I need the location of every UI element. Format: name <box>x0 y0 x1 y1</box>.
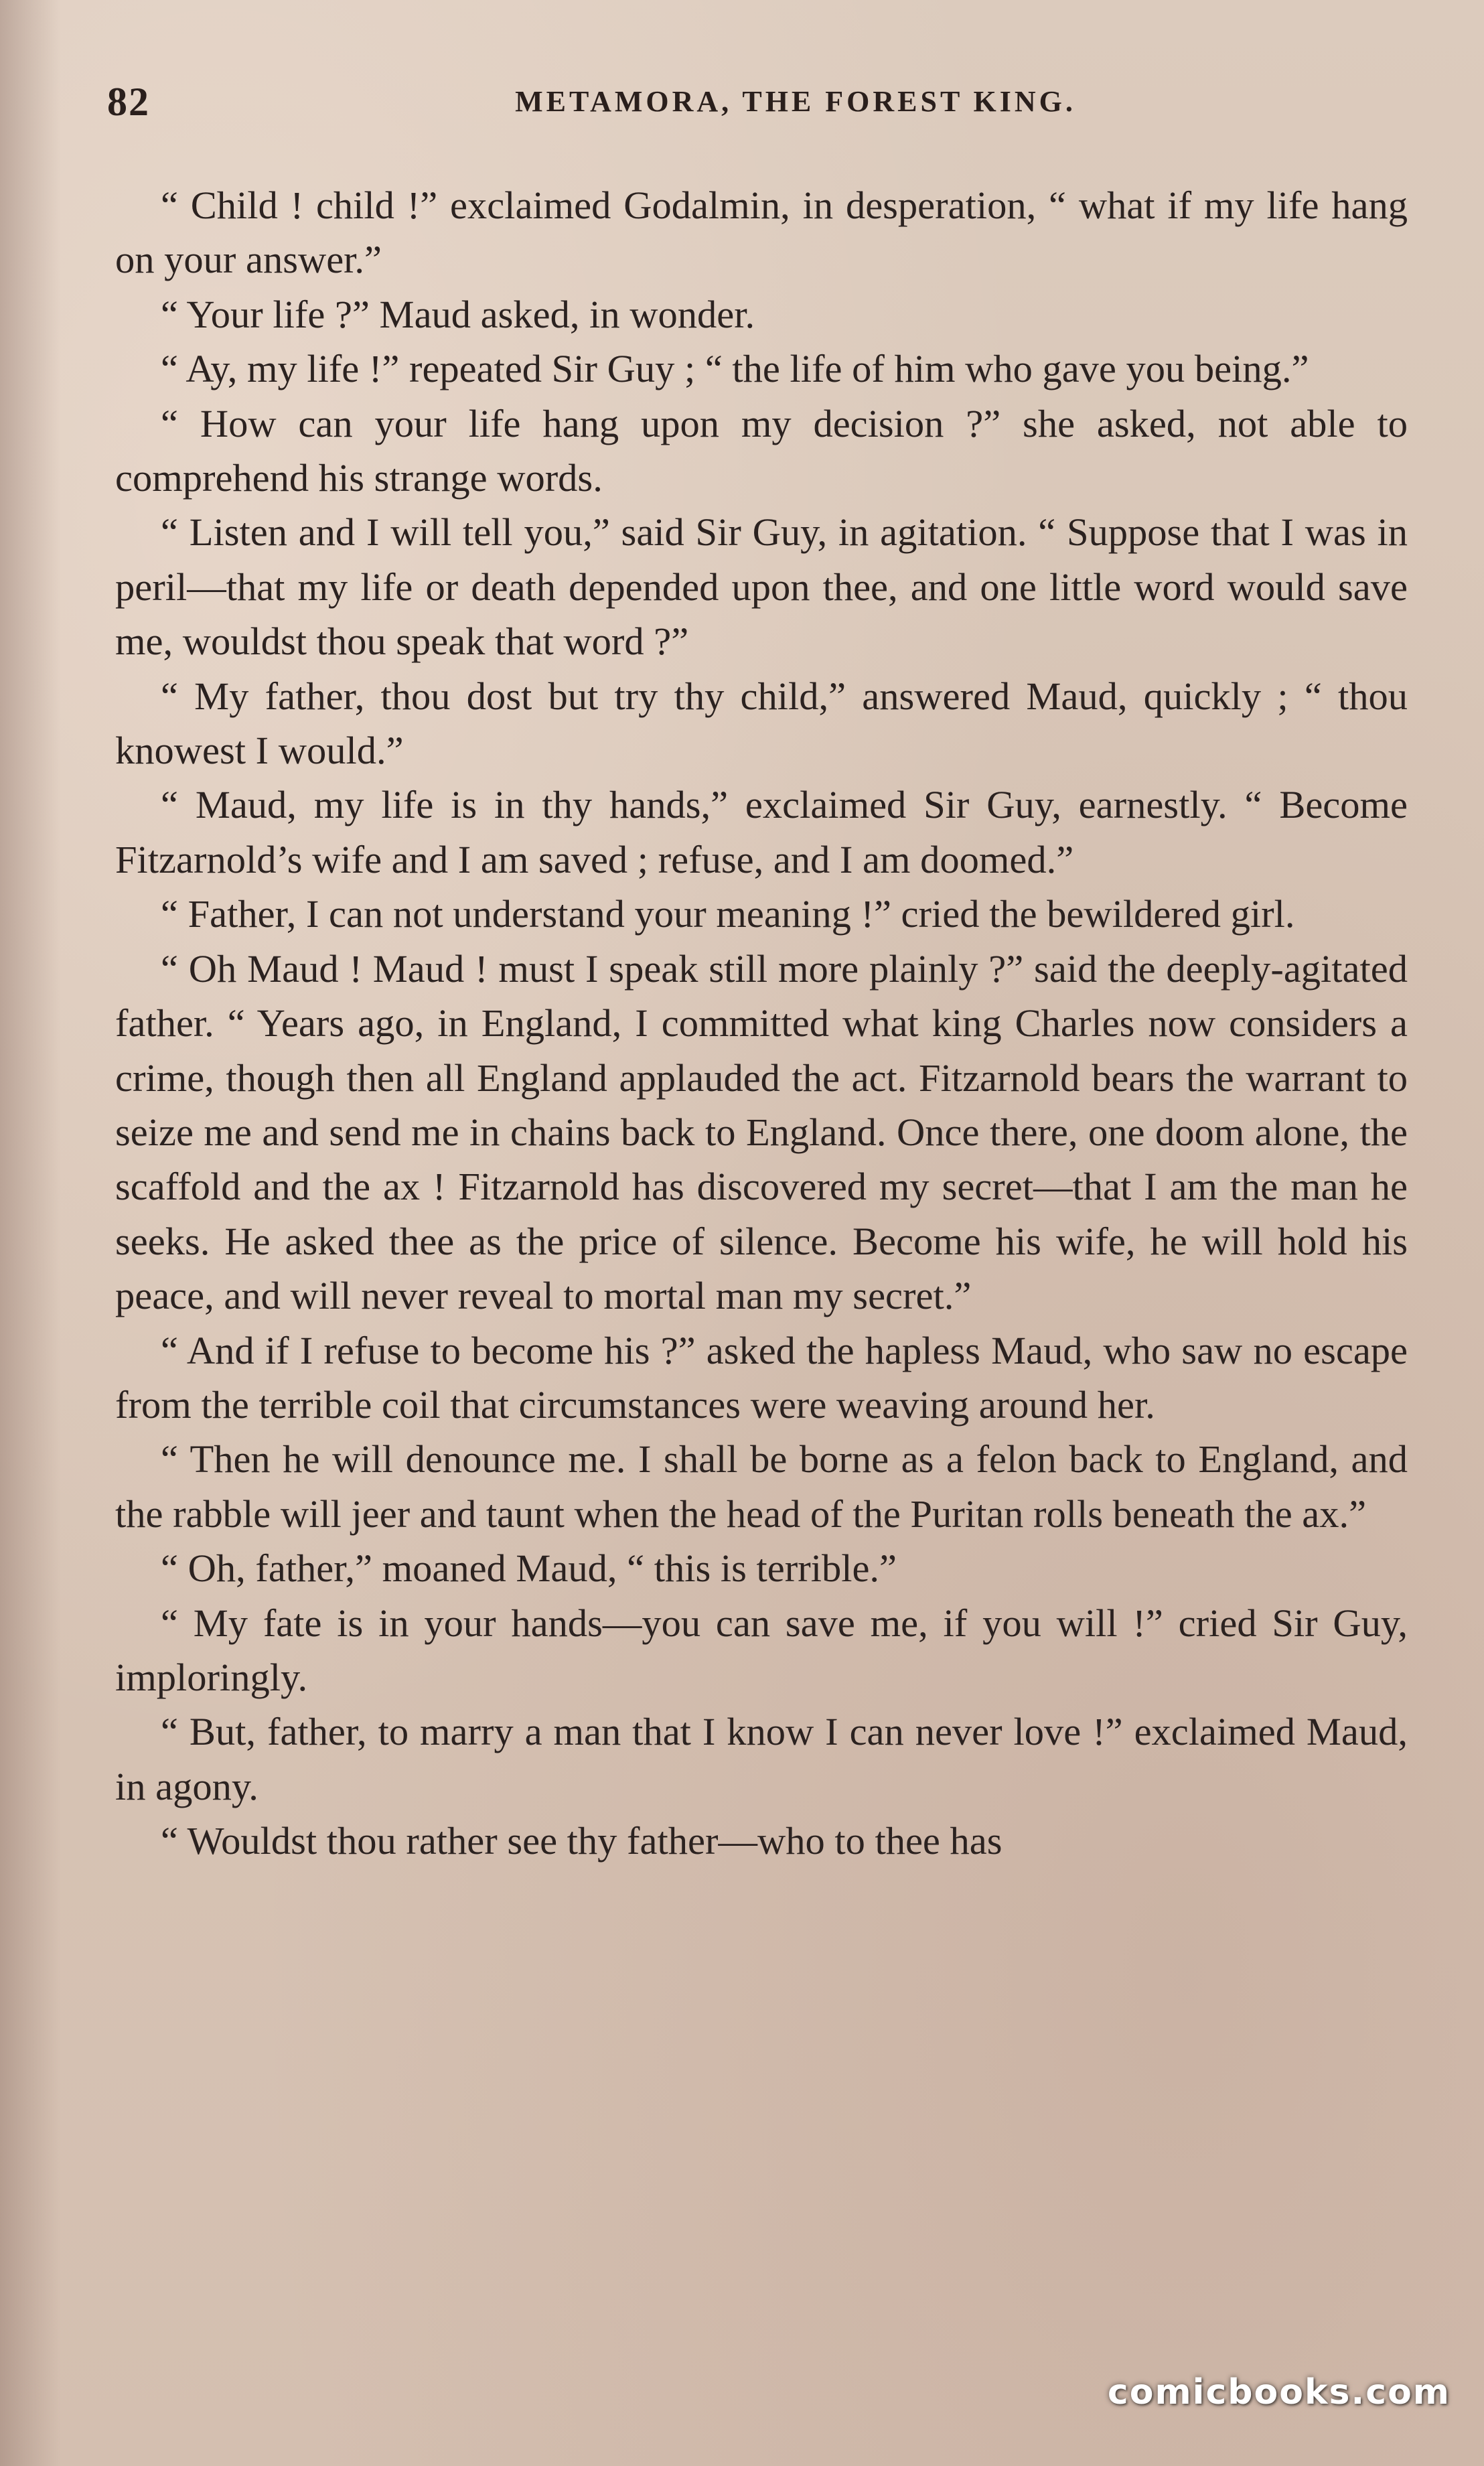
paragraph: “ Child ! child !” exclaimed Godalmin, in desperation, “ what if my life hang on your answer.” <box>115 184 1408 282</box>
paragraph: “ Then he will denounce me. I shall be borne as a felon back to England, and the rabble will jeer and taunt when the head of the Puritan rolls beneath the ax.” <box>115 1437 1408 1536</box>
body-text <box>115 178 1408 1869</box>
paragraph: “ Listen and I will tell you,” said Sir Guy, in agitation. “ Suppose that I was in peril—that my life or death depended upon thee, and one little word would save me, wouldst thou speak that word ?” <box>115 510 1408 664</box>
paragraph: “ My fate is in your hands—you can save me, if you will !” cried Sir Guy, imploringly. <box>115 1601 1408 1699</box>
spine-shadow <box>0 0 60 2466</box>
paragraph: “ And if I refuse to become his ?” asked the hapless Maud, who saw no escape from the terrible coil that circumstances were weaving around her. <box>115 1328 1408 1427</box>
paragraph: “ How can your life hang upon my decision ?” she asked, not able to comprehend his strange words. <box>115 401 1408 500</box>
paragraph: “ But, father, to marry a man that I know I can never love !” exclaimed Maud, in agony. <box>115 1710 1408 1808</box>
paragraph: “ Your life ?” Maud asked, in wonder. <box>161 292 755 336</box>
paragraph: “ Oh Maud ! Maud ! must I speak still more plainly ?” said the deeply-agitated father. “ Years ago, in England, I committed what king Charles now considers a crime, though then all England applauded the act. Fitzarnold bears the warrant to seize me and send me in chains back to England. Once there, one doom alone, the scaffold and the ax ! Fitzarnold has discovered my secret—that I am the man he seeks. He asked thee as the price of silence. Become his wife, he will hold his peace, and will never reveal to mortal man my secret.” <box>115 946 1408 1318</box>
watermark: comicbooks.com <box>1107 2372 1451 2412</box>
paragraph: “ Father, I can not understand your meaning !” cried the bewildered girl. <box>161 892 1295 936</box>
paragraph: “ Wouldst thou rather see thy father—who to thee has <box>161 1819 1003 1863</box>
paragraph: “ Ay, my life !” repeated Sir Guy ; “ the life of him who gave you being.” <box>161 347 1309 391</box>
paragraph: “ My father, thou dost but try thy child,” answered Maud, quickly ; “ thou knowest I would.” <box>115 674 1408 773</box>
running-title: METAMORA, THE FOREST KING. <box>515 85 1076 118</box>
page-header <box>107 79 1410 133</box>
paragraph: “ Maud, my life is in thy hands,” exclaimed Sir Guy, earnestly. “ Become Fitzarnold’s wife and I am saved ; refuse, and I am doomed.” <box>115 783 1408 881</box>
paragraph: “ Oh, father,” moaned Maud, “ this is terrible.” <box>161 1546 897 1591</box>
page-number: 82 <box>107 80 150 124</box>
